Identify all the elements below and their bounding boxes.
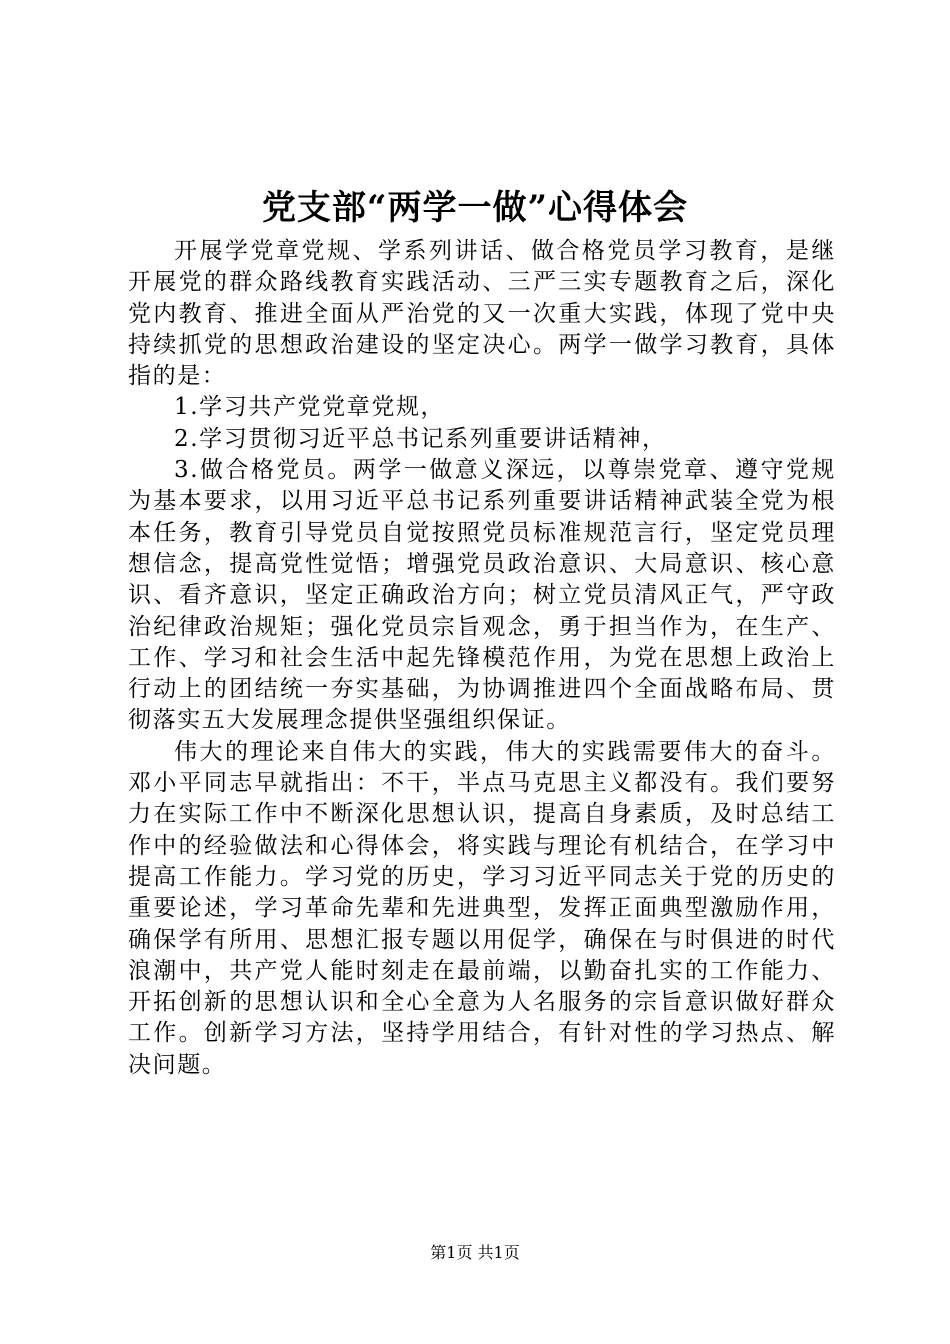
page-footer: 第1页 共1页 [430, 1243, 520, 1262]
paragraph-intro: 开展学党章党规、学系列讲话、做合格党员学习教育，是继开展党的群众路线教育实践活动、三严三实专题教育之后，深化党内教育、推进全面从严治党的又一次重大实践，体现了党中央持续抓党的思想政治建设的坚定决心。两学一做学习教育，具体指的是： [128, 238, 836, 390]
list-item-1: 1.学习共产党党章党规， [174, 394, 446, 421]
paragraph-conclusion: 伟大的理论来自伟大的实践，伟大的实践需要伟大的奋斗。邓小平同志早就指出：不干，半点马克思主义都没有。我们要努力在实际工作中不断深化思想认识，提高自身素质，及时总结工作中的经验做法和心得体会，将实践与理论有机结合，在学习中提高工作能力。学习党的历史，学习习近平同志关于党的历史的重要论述，学习革命先辈和先进典型，发挥正面典型激励作用，确保学有所用、思想汇报专题以用促学，确保在与时俱进的时代浪潮中，共产党人能时刻走在最前端，以勤奋扎实的工作能力、开拓创新的思想认识和全心全意为人名服务的宗旨意识做好群众工作。创新学习方法，坚持学用结合，有针对性的学习热点、解决问题。 [128, 738, 836, 1078]
list-item-3: 3.做合格党员。两学一做意义深远，以尊崇党章、遵守党规为基本要求，以用习近平总书记系列重要讲话精神武装全党为根本任务，教育引导党员自觉按照党员标准规范言行，坚定党员理想信念，提高党性觉悟；增强党员政治意识、大局意识、核心意识、看齐意识，坚定正确政治方向；树立党员清风正气，严守政治纪律政治规矩；强化党员宗旨观念，勇于担当作为，在生产、工作、学习和社会生活中起先锋模范作用，为党在思想上政治上行动上的团结统一夯实基础，为协调推进四个全面战略布局、贯彻落实五大发展理念提供坚强组织保证。 [128, 457, 836, 734]
list-item-2: 2.学习贯彻习近平总书记系列重要讲话精神， [174, 425, 667, 452]
document-title: 党支部“两学一做”心得体会 [261, 188, 689, 228]
document-body [128, 236, 836, 1081]
